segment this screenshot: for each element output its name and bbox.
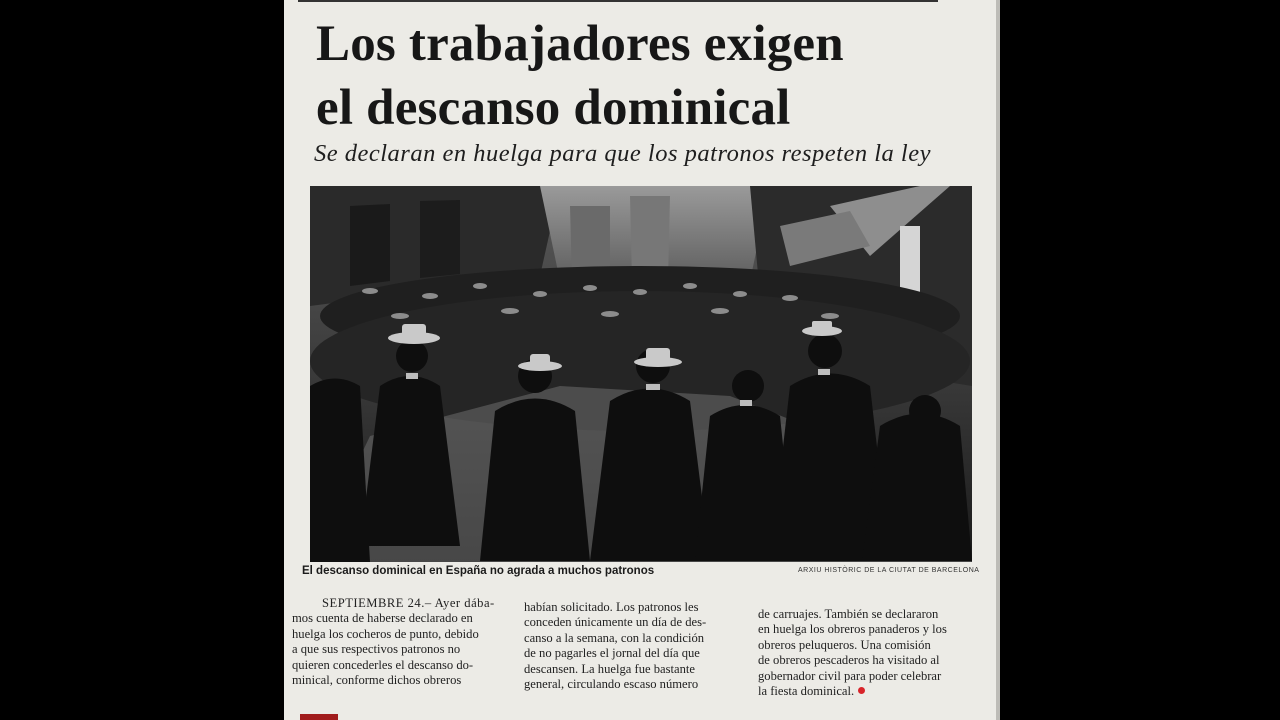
crowd-photo <box>310 186 972 562</box>
subheadline: Se declaran en huelga para que los patronos respeten la ley <box>314 140 931 167</box>
column-line: quieren concederles el descanso do- <box>292 657 474 672</box>
end-of-article-mark-icon <box>858 687 865 694</box>
column-line: canso a la semana, con la condición <box>524 630 705 645</box>
column-line: general, circulando escaso número <box>524 677 699 692</box>
body-column-1 <box>292 596 510 688</box>
column-line: de carruajes. También se declararon <box>758 607 939 621</box>
page-edge-shadow <box>996 0 1000 720</box>
photo-credit: ARXIU HISTÒRIC DE LA CIUTAT DE BARCELONA <box>798 567 980 574</box>
column-line: habían solicitado. Los patronos les <box>524 600 699 614</box>
headline-line-1: Los trabajadores exigen <box>316 16 844 72</box>
last-line-text: la fiesta dominical. <box>758 684 855 699</box>
photo-caption: El descanso dominical en España no agrada a muchos patronos <box>302 565 655 577</box>
column-line: de no pagarles el jornal del día que <box>524 646 700 661</box>
top-rule <box>298 0 938 2</box>
body-column-2 <box>524 600 742 692</box>
column-line: mos cuenta de haberse declarado en <box>292 611 473 626</box>
column-line: gobernador civil para poder celebrar <box>758 668 942 683</box>
column-line: en huelga los obreros panaderos y los <box>758 622 947 637</box>
headline <box>316 12 976 140</box>
column-line: obreros peluqueros. Una comisión <box>758 637 931 652</box>
column-line: huelga los cocheros de punto, debido <box>292 626 479 641</box>
headline-line-2: el descanso dominical <box>316 80 791 136</box>
column-line: de obreros pescaderos ha visitado al <box>758 653 940 668</box>
crowd-photo-illustration <box>310 186 972 562</box>
column-line: descansen. La huelga fue bastante <box>524 661 695 676</box>
body-column-3 <box>758 607 976 699</box>
column-line: minical, conforme dichos obreros <box>292 673 462 688</box>
column-line: SEPTIEMBRE 24.– Ayer dába- <box>322 596 495 610</box>
newspaper-page <box>284 0 996 720</box>
bottom-red-bar <box>300 714 338 720</box>
column-line: a que sus respectivos patronos no <box>292 642 461 657</box>
column-line-last <box>758 684 976 699</box>
column-line: conceden únicamente un día de des- <box>524 615 707 630</box>
